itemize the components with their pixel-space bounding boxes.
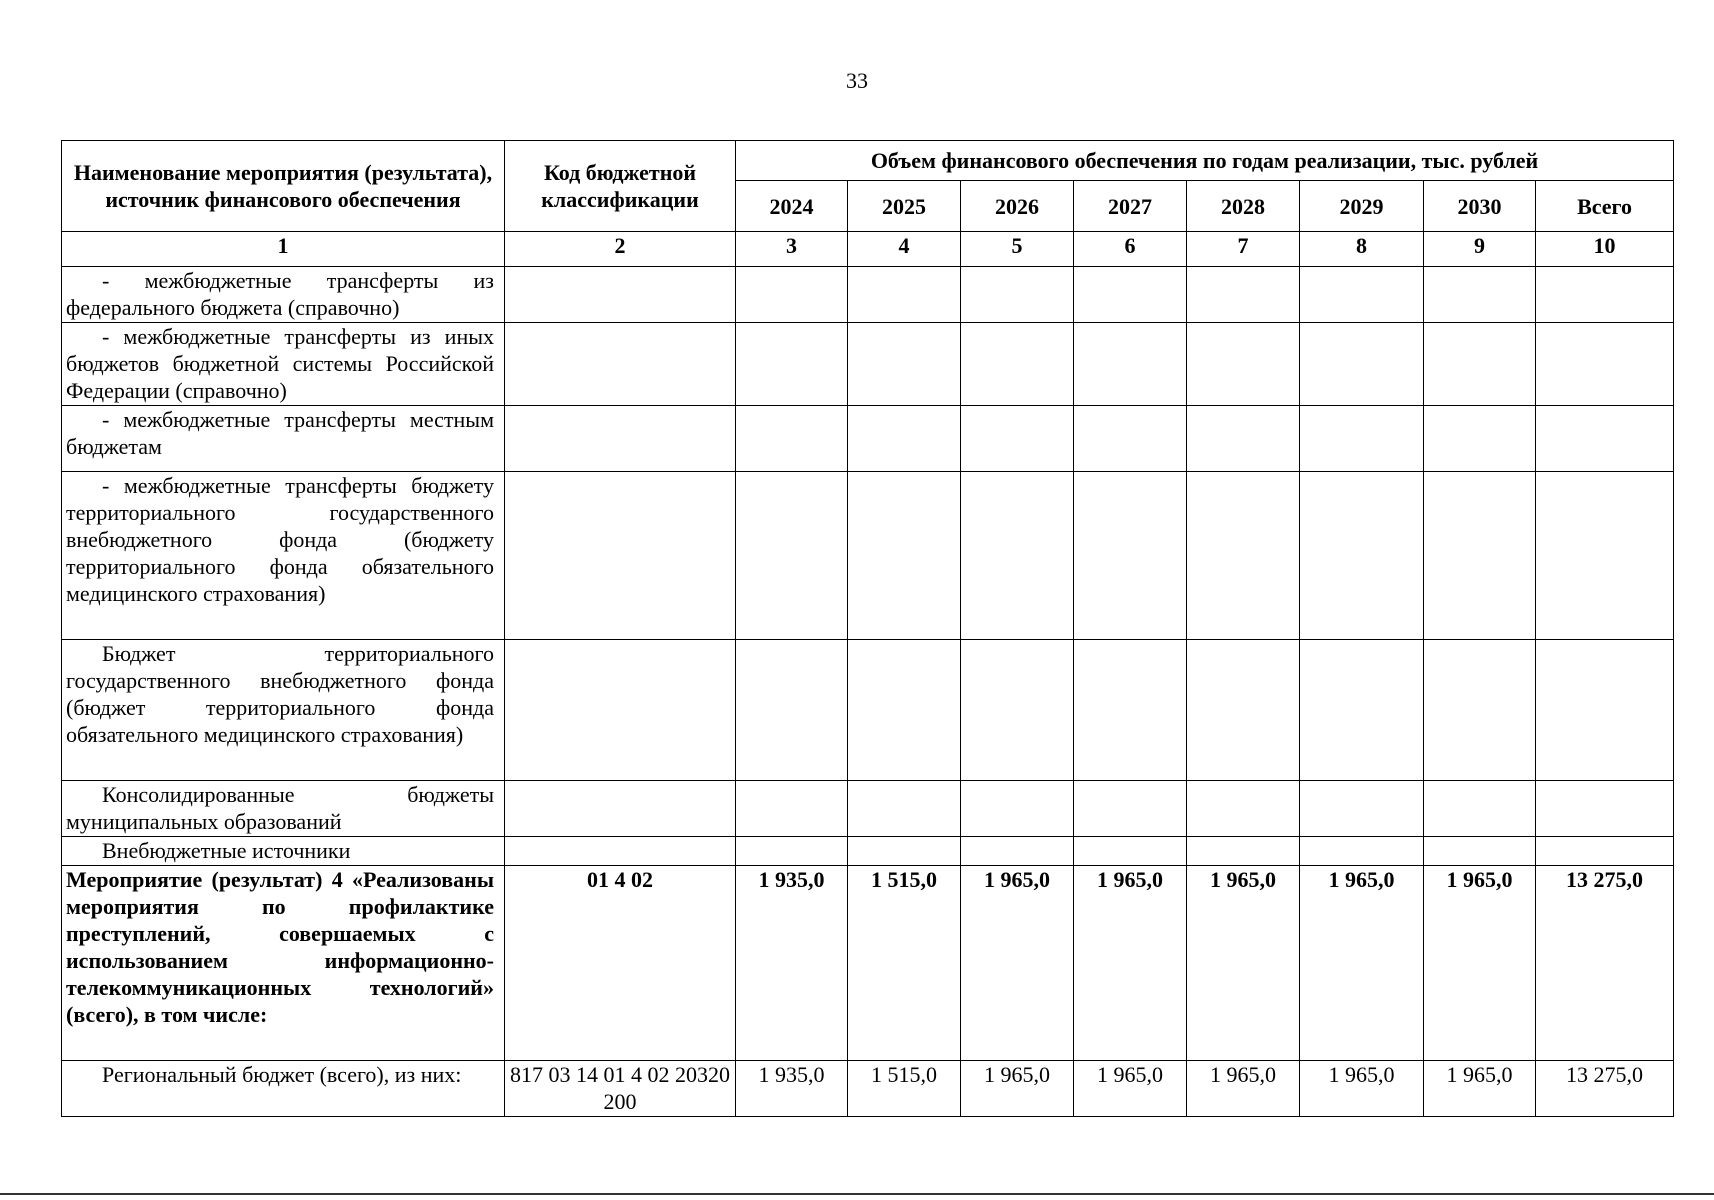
row-value: 1 965,0 xyxy=(1424,866,1536,1061)
column-number: 5 xyxy=(961,232,1074,267)
row-code xyxy=(505,323,736,406)
row-value xyxy=(961,406,1074,472)
row-value xyxy=(848,837,961,866)
row-value: 1 965,0 xyxy=(1187,1061,1300,1117)
row-value xyxy=(736,267,848,323)
row-value xyxy=(1187,472,1300,640)
column-number: 1 xyxy=(62,232,505,267)
row-value xyxy=(1300,323,1424,406)
table-row xyxy=(62,1061,1674,1117)
row-total xyxy=(1536,406,1674,472)
column-number: 10 xyxy=(1536,232,1674,267)
row-value xyxy=(1300,640,1424,781)
row-total xyxy=(1536,472,1674,640)
row-value xyxy=(1074,472,1187,640)
row-value: 1 935,0 xyxy=(736,866,848,1061)
column-number: 2 xyxy=(505,232,736,267)
row-code xyxy=(505,837,736,866)
row-value xyxy=(1424,406,1536,472)
row-value: 1 965,0 xyxy=(961,866,1074,1061)
header-name-column: Наименование мероприятия (результата), источник финансового обеспечения xyxy=(62,141,505,232)
row-total: 13 275,0 xyxy=(1536,1061,1674,1117)
header-year: 2028 xyxy=(1187,181,1300,232)
row-name: - межбюджетные трансферты местным бюджетам xyxy=(62,406,505,472)
row-value xyxy=(848,267,961,323)
column-number: 7 xyxy=(1187,232,1300,267)
row-value xyxy=(1074,640,1187,781)
row-value xyxy=(848,640,961,781)
scan-edge-line xyxy=(0,1193,1714,1195)
row-value: 1 515,0 xyxy=(848,1061,961,1117)
table-row xyxy=(62,323,1674,406)
row-value xyxy=(1300,837,1424,866)
row-value xyxy=(1424,267,1536,323)
row-value xyxy=(736,781,848,837)
table-row xyxy=(62,472,1674,640)
column-number: 4 xyxy=(848,232,961,267)
row-name: Бюджет территориального государственного внебюджетного фонда (бюджет территориального фонда обязательного медицинского страхования) xyxy=(62,640,505,781)
row-value xyxy=(1300,781,1424,837)
row-value xyxy=(1187,267,1300,323)
header-year: 2025 xyxy=(848,181,961,232)
row-value xyxy=(1074,781,1187,837)
row-code xyxy=(505,267,736,323)
row-value xyxy=(1300,406,1424,472)
row-value: 1 965,0 xyxy=(961,1061,1074,1117)
row-value xyxy=(736,837,848,866)
column-number: 9 xyxy=(1424,232,1536,267)
row-code: 817 03 14 01 4 02 20320 200 xyxy=(505,1061,736,1117)
row-value xyxy=(1424,323,1536,406)
table-row xyxy=(62,866,1674,1061)
column-number: 6 xyxy=(1074,232,1187,267)
row-total xyxy=(1536,640,1674,781)
row-code xyxy=(505,406,736,472)
row-value: 1 515,0 xyxy=(848,866,961,1061)
table-row xyxy=(62,837,1674,866)
row-code: 01 4 02 xyxy=(505,866,736,1061)
row-value xyxy=(1424,837,1536,866)
table-row xyxy=(62,406,1674,472)
row-total: 13 275,0 xyxy=(1536,866,1674,1061)
row-total xyxy=(1536,781,1674,837)
row-value xyxy=(961,837,1074,866)
row-name: Мероприятие (результат) 4 «Реализованы мероприятия по профилактике преступлений, совершаемых с использованием информационно-телекоммуникационных технологий» (всего), в том числе: xyxy=(62,866,505,1061)
header-year: 2029 xyxy=(1300,181,1424,232)
row-value xyxy=(848,406,961,472)
column-number: 3 xyxy=(736,232,848,267)
row-value xyxy=(1187,323,1300,406)
row-name: - межбюджетные трансферты из иных бюджетов бюджетной системы Российской Федерации (справочно) xyxy=(62,323,505,406)
row-value xyxy=(848,472,961,640)
row-code xyxy=(505,781,736,837)
row-value: 1 965,0 xyxy=(1300,1061,1424,1117)
table-row xyxy=(62,640,1674,781)
row-value xyxy=(736,406,848,472)
row-value xyxy=(961,323,1074,406)
row-value xyxy=(1424,640,1536,781)
row-value xyxy=(1187,640,1300,781)
row-name: Региональный бюджет (всего), из них: xyxy=(62,1061,505,1117)
row-value xyxy=(848,323,961,406)
header-year: 2026 xyxy=(961,181,1074,232)
table-row xyxy=(62,781,1674,837)
row-value xyxy=(736,640,848,781)
row-value xyxy=(961,267,1074,323)
header-year: 2024 xyxy=(736,181,848,232)
row-value xyxy=(736,323,848,406)
header-volume-group: Объем финансового обеспечения по годам реализации, тыс. рублей xyxy=(736,141,1674,181)
row-total xyxy=(1536,837,1674,866)
row-name: Внебюджетные источники xyxy=(62,837,505,866)
row-total xyxy=(1536,323,1674,406)
row-value xyxy=(1300,267,1424,323)
row-value xyxy=(1074,837,1187,866)
financing-table xyxy=(61,140,1674,1117)
row-value xyxy=(1187,406,1300,472)
header-total: Всего xyxy=(1536,181,1674,232)
row-name: - межбюджетные трансферты бюджету территориального государственного внебюджетного фонда (бюджету территориального фонда обязательного медицинского страхования) xyxy=(62,472,505,640)
page-number: 33 xyxy=(846,68,868,93)
row-value xyxy=(1187,781,1300,837)
row-value: 1 965,0 xyxy=(1074,866,1187,1061)
row-value: 1 965,0 xyxy=(1074,1061,1187,1117)
row-code xyxy=(505,640,736,781)
row-name: - межбюджетные трансферты из федерального бюджета (справочно) xyxy=(62,267,505,323)
row-code xyxy=(505,472,736,640)
row-value: 1 935,0 xyxy=(736,1061,848,1117)
header-year: 2027 xyxy=(1074,181,1187,232)
row-value: 1 965,0 xyxy=(1424,1061,1536,1117)
column-number: 8 xyxy=(1300,232,1424,267)
row-value: 1 965,0 xyxy=(1187,866,1300,1061)
header-code-column: Код бюджетной классификации xyxy=(505,141,736,232)
row-value xyxy=(736,472,848,640)
row-value xyxy=(961,472,1074,640)
row-value xyxy=(1424,781,1536,837)
row-name: Консолидированные бюджеты муниципальных образований xyxy=(62,781,505,837)
row-value xyxy=(848,781,961,837)
header-year: 2030 xyxy=(1424,181,1536,232)
row-total xyxy=(1536,267,1674,323)
row-value xyxy=(1187,837,1300,866)
row-value xyxy=(961,781,1074,837)
row-value xyxy=(1074,267,1187,323)
row-value xyxy=(1424,472,1536,640)
row-value xyxy=(1074,406,1187,472)
row-value xyxy=(1300,472,1424,640)
row-value xyxy=(1074,323,1187,406)
row-value xyxy=(961,640,1074,781)
row-value: 1 965,0 xyxy=(1300,866,1424,1061)
table-row xyxy=(62,267,1674,323)
